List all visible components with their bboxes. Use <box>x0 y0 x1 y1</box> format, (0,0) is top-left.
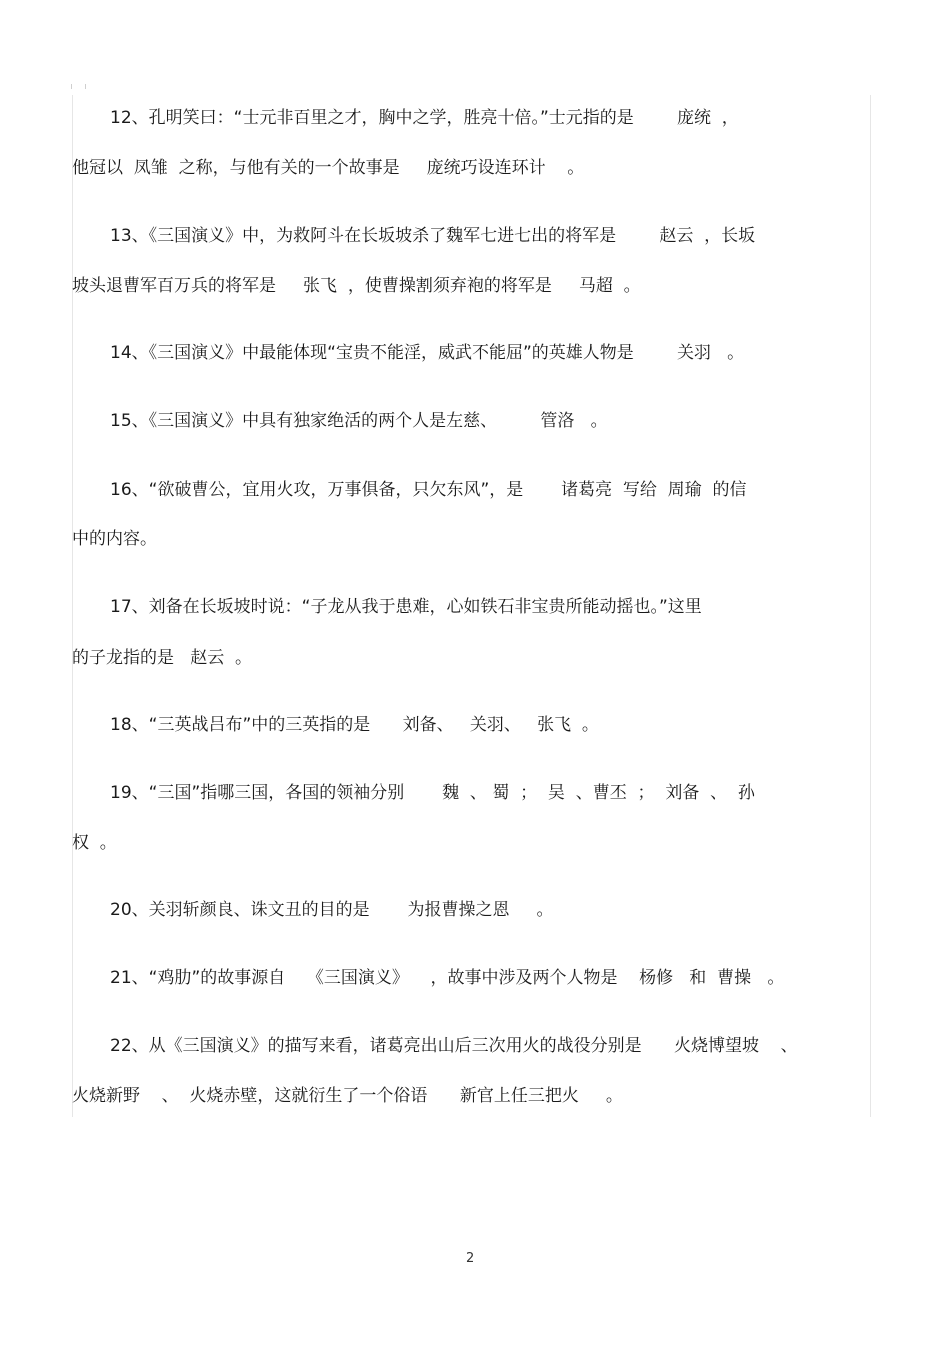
question-17-line-2: 的子龙指的是 赵云 。 <box>72 648 253 668</box>
question-19-line-2: 权 。 <box>72 833 117 853</box>
question-16-line-2: 中的内容。 <box>72 529 157 549</box>
question-21-line-1: 21、“鸡肋”的故事源自 《三国演义》 ，故事中涉及两个人物是 杨修 和 曹操 。 <box>110 968 785 988</box>
question-19-line-1: 19、“三国”指哪三国，各国的领袖分别 魏 、 蜀 ； 吴 、曹丕 ； 刘备 、 孙 <box>110 783 755 803</box>
question-14-line-1: 14、《三国演义》中最能体现“宝贵不能淫，威武不能屈”的英雄人物是 关羽 。 <box>110 343 745 363</box>
question-13-line-1: 13、《三国演义》中，为救阿斗在长坂坡杀了魏军七进七出的将军是 赵云 ，长坂 <box>110 226 756 246</box>
question-22-line-2: 火烧新野 、 火烧赤壁，这就衍生了一个俗语 新官上任三把火 。 <box>72 1086 623 1106</box>
question-20-line-1: 20、关羽斩颜良、诛文丑的目的是 为报曹操之恩 。 <box>110 900 554 920</box>
question-18-line-1: 18、“三英战吕布”中的三英指的是 刘备、 关羽、 张飞 。 <box>110 715 599 735</box>
question-12-line-2: 他冠以 凤雏 之称，与他有关的一个故事是 庞统巧设连环计 。 <box>72 158 585 178</box>
question-15-line-1: 15、《三国演义》中具有独家绝活的两个人是左慈、 管洛 。 <box>110 411 608 431</box>
question-12-line-1: 12、孔明笑曰：“士元非百里之才，胸中之学，胜亮十倍。”士元指的是 庞统 ， <box>110 108 739 128</box>
question-16-line-1: 16、“欲破曹公，宜用火攻，万事俱备，只欠东风”，是 诸葛亮 写给 周瑜 的信 <box>110 480 747 500</box>
corner-marks <box>71 84 91 90</box>
question-13-line-2: 坡头退曹军百万兵的将军是 张飞 ，使曹操割须弃袍的将军是 马超 。 <box>72 276 641 296</box>
page-number: 2 <box>466 1251 475 1266</box>
question-22-line-1: 22、从《三国演义》的描写来看，诸葛亮出山后三次用火的战役分别是 火烧博望坡 、 <box>110 1036 798 1056</box>
question-17-line-1: 17、刘备在长坂坡时说：“子龙从我于患难，心如铁石非宝贵所能动摇也。”这里 <box>110 597 702 617</box>
right-margin-line <box>870 95 871 1117</box>
left-margin-line <box>72 95 73 1117</box>
